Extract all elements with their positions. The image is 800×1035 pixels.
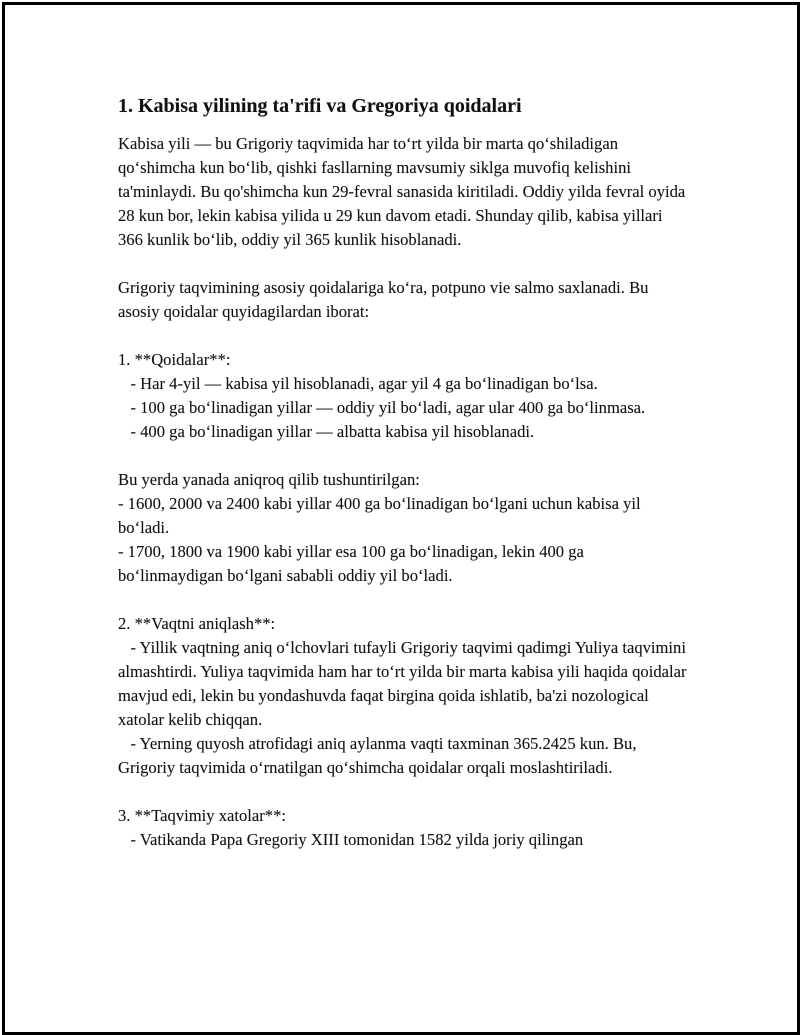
section-heading: 1. **Qoidalar**:	[118, 350, 231, 369]
rules-intro-text: Grigoriy taqvimining asosiy qoidalariga ko‘ra, potpuno vie salmo saxlanadi. Bu asosiy qoidalar quyidagilardan iborat:	[118, 278, 653, 321]
section-rules	[118, 348, 690, 444]
list-item: - 1600, 2000 va 2400 kabi yillar 400 ga bo‘linadigan bo‘lgani uchun kabisa yil bo‘ladi.	[118, 494, 645, 537]
list-item: - Yillik vaqtning aniq o‘lchovlari tufayli Grigoriy taqvimi qadimgi Yuliya taqvimini almashtirdi. Yuliya taqvimida ham har to‘rt yilda bir marta kabisa yili haqida qoidalar mavjud edi, lekin bu yondashuvda faqat birgina qoida ishlatib, ba'zi nozological xatolar kelib chiqqan.	[118, 638, 691, 729]
list-item: - 400 ga bo‘linadigan yillar — albatta kabisa yil hisoblanadi.	[118, 422, 535, 441]
section-time	[118, 612, 690, 780]
section-clarification	[118, 468, 690, 588]
list-item: - Har 4-yil — kabisa yil hisoblanadi, agar yil 4 ga bo‘linadigan bo‘lsa.	[118, 374, 598, 393]
section-heading: 3. **Taqvimiy xatolar**:	[118, 806, 286, 825]
list-item: - Vatikanda Papa Gregoriy XIII tomonidan 1582 yilda joriy qilingan	[118, 830, 584, 849]
section-heading: 2. **Vaqtni aniqlash**:	[118, 614, 276, 633]
list-item: - 1700, 1800 va 1900 kabi yillar esa 100 ga bo‘linadigan, lekin 400 ga bo‘linmaydigan bo‘lgani sababli oddiy yil bo‘ladi.	[118, 542, 589, 585]
list-item: - 100 ga bo‘linadigan yillar — oddiy yil bo‘ladi, agar ular 400 ga bo‘linmasa.	[118, 398, 646, 417]
intro-paragraph	[118, 132, 690, 252]
intro-text: Kabisa yili — bu Grigoriy taqvimida har to‘rt yilda bir marta qo‘shiladigan qo‘shimcha kun bo‘lib, qishki fasllarning mavsumiy siklga muvofiq kelishini ta'minlaydi. Bu qo'shimcha kun 29-fevral sanasida kiritiladi. Oddiy yilda fevral oyida 28 kun bor, lekin kabisa yilida u 29 kun davom etadi. Shunday qilib, kabisa yillari 366 kunlik bo‘lib, oddiy yil 365 kunlik hisoblanadi.	[118, 134, 690, 249]
rules-intro-paragraph	[118, 276, 690, 324]
list-item: - Yerning quyosh atrofidagi aniq aylanma vaqti taxminan 365.2425 kun. Bu, Grigoriy taqvimida o‘rnatilgan qo‘shimcha qoidalar orqali moslashtiriladi.	[118, 734, 641, 777]
document-body	[118, 92, 690, 876]
section-heading: Bu yerda yanada aniqroq qilib tushuntirilgan:	[118, 470, 420, 489]
document-title: 1. Kabisa yilining ta'rifi va Gregoriya qoidalari	[118, 95, 522, 117]
section-errors	[118, 804, 690, 852]
